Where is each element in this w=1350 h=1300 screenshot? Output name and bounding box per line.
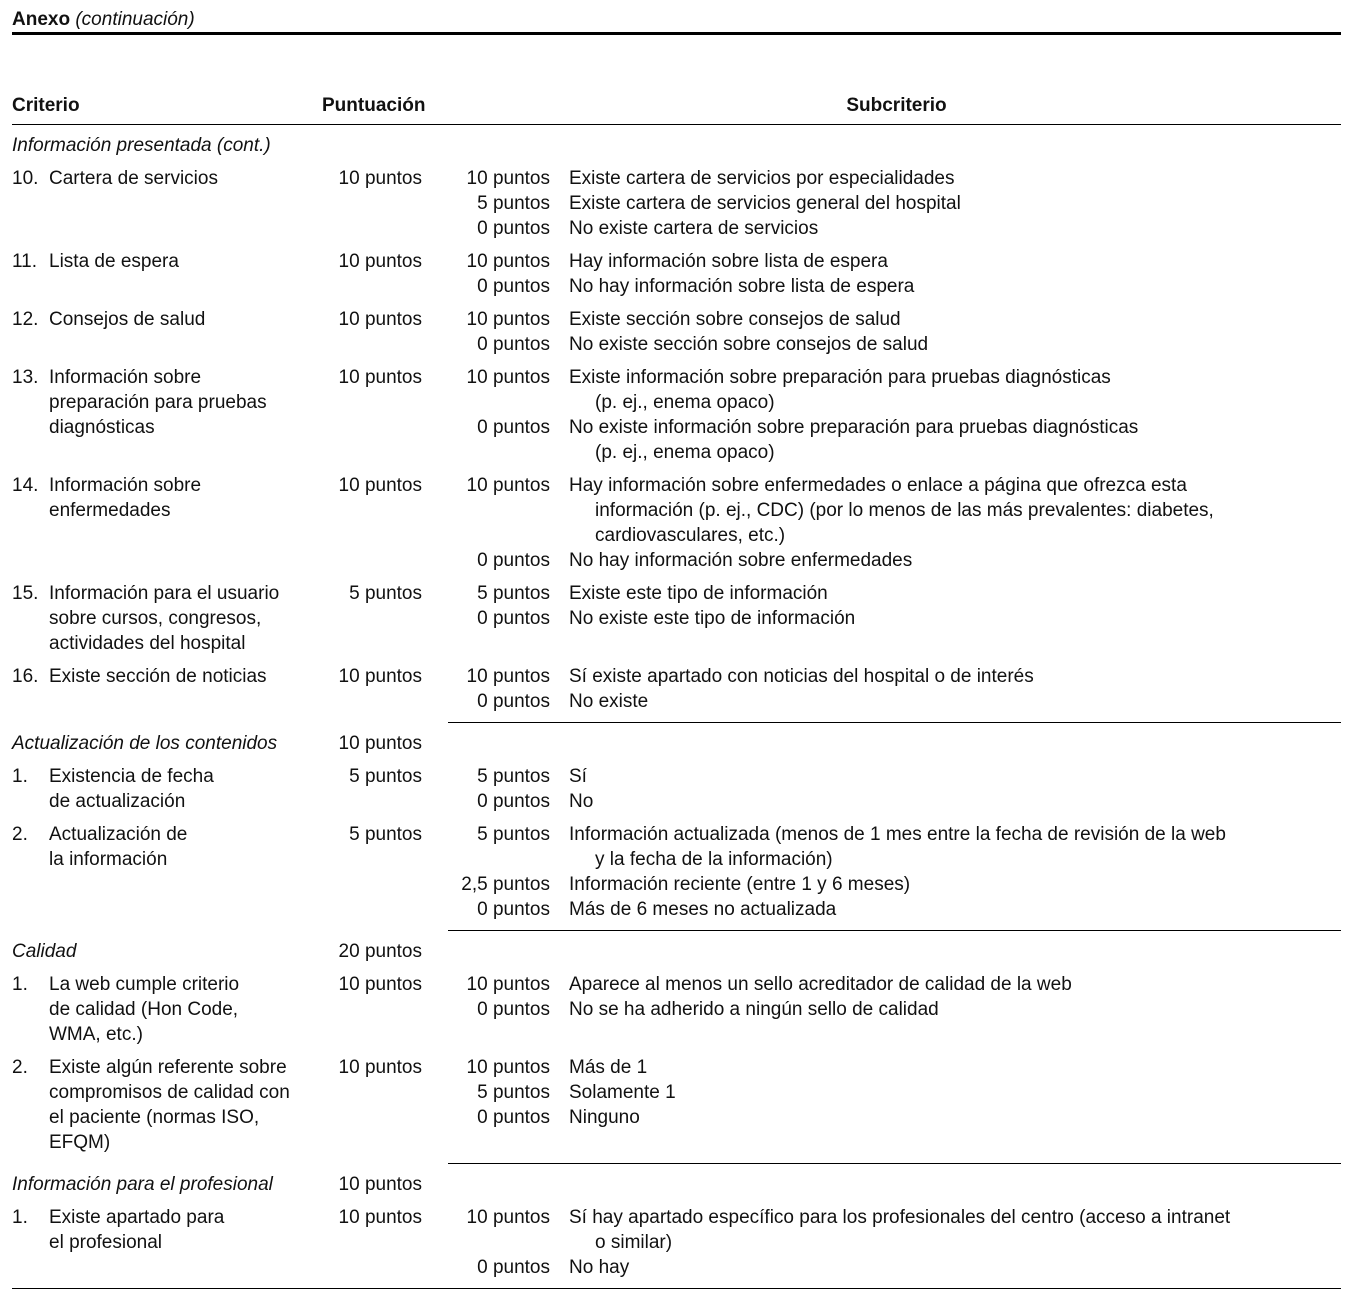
subcriterion-text bbox=[550, 897, 1341, 922]
section-points: 10 puntos bbox=[338, 1174, 422, 1195]
criterion-points: 10 puntos bbox=[338, 367, 422, 388]
subcriterion-points: 10 puntos bbox=[466, 974, 550, 995]
criterion-line: La web cumple criterio bbox=[49, 974, 240, 995]
criterion-text bbox=[49, 249, 179, 299]
subcriterion-line: No existe este tipo de información bbox=[569, 608, 856, 629]
column-header-subcriterio: Subcriterio bbox=[846, 95, 947, 116]
subcriterion bbox=[422, 274, 1341, 299]
subcriterion bbox=[422, 1205, 1341, 1255]
subcriterion-points: 0 puntos bbox=[477, 999, 550, 1020]
criterion-cell bbox=[12, 166, 322, 241]
subcriterion-text bbox=[550, 216, 1341, 241]
subcriterion-points: 0 puntos bbox=[477, 218, 550, 239]
section-points bbox=[322, 133, 422, 158]
subcriterion-points: 2,5 puntos bbox=[461, 874, 550, 895]
criterion-line: Información sobre bbox=[49, 475, 202, 496]
table-row bbox=[12, 1205, 1341, 1288]
subcriterion-points: 10 puntos bbox=[466, 475, 550, 496]
subcriterion-points: 0 puntos bbox=[477, 276, 550, 297]
subcriterion-points: 5 puntos bbox=[477, 824, 550, 845]
subcriterion-text bbox=[550, 1255, 1341, 1280]
criterion-line: WMA, etc.) bbox=[49, 1024, 143, 1045]
subcriterion-line: Existe sección sobre consejos de salud bbox=[569, 309, 901, 330]
subcriterion-line: cardiovasculares, etc.) bbox=[595, 525, 786, 546]
subcriterion-line: No bbox=[569, 791, 594, 812]
criterion-text bbox=[49, 365, 267, 465]
subcriterion bbox=[422, 606, 1341, 631]
column-header-puntuacion: Puntuación bbox=[322, 95, 426, 116]
subcriterion-line: No hay bbox=[569, 1257, 630, 1278]
subcriterion-points: 10 puntos bbox=[466, 309, 550, 330]
criterion-number: 11. bbox=[12, 251, 38, 272]
subcriterion-text bbox=[550, 822, 1341, 872]
criterion-line: Actualización de bbox=[49, 824, 188, 845]
subcriterion bbox=[422, 332, 1341, 357]
section-title-row bbox=[12, 723, 1341, 764]
subcriterion-line: No hay información sobre lista de espera bbox=[569, 276, 915, 297]
criterion-line: enfermedades bbox=[49, 500, 171, 521]
criterion-cell bbox=[12, 473, 322, 573]
table-body bbox=[12, 125, 1341, 1289]
subcriterion-points: 0 puntos bbox=[477, 1107, 550, 1128]
criterion-cell bbox=[12, 365, 322, 465]
criterion-text bbox=[49, 972, 239, 1047]
criterion-line: sobre cursos, congresos, bbox=[49, 608, 262, 629]
subcriterion bbox=[422, 581, 1341, 606]
criterion-points: 5 puntos bbox=[349, 824, 422, 845]
subcriterion-points: 0 puntos bbox=[477, 608, 550, 629]
subcriterion bbox=[422, 1255, 1341, 1280]
criterion-number: 15. bbox=[12, 583, 39, 604]
section-divider bbox=[12, 1288, 1341, 1289]
criterion-line: Existe sección de noticias bbox=[49, 666, 267, 687]
subcriterion bbox=[422, 1080, 1341, 1105]
criterion-points: 10 puntos bbox=[338, 309, 422, 330]
subcriterion-points: 0 puntos bbox=[477, 691, 550, 712]
subcriterion-line: Existe este tipo de información bbox=[569, 583, 828, 604]
section-title: Calidad bbox=[12, 941, 77, 962]
subcriterion-text bbox=[550, 1105, 1341, 1130]
subcriterion bbox=[422, 548, 1341, 573]
criterion-line: el profesional bbox=[49, 1232, 163, 1253]
subcriterion-text bbox=[550, 1055, 1341, 1080]
subcriteria bbox=[422, 307, 1341, 357]
subcriterion-text bbox=[550, 789, 1341, 814]
annex-subtitle: (continuación) bbox=[75, 9, 195, 30]
subcriterion-text bbox=[550, 473, 1341, 548]
subcriterion-text bbox=[550, 548, 1341, 573]
subcriterion-points: 0 puntos bbox=[477, 550, 550, 571]
subcriterion-text bbox=[550, 606, 1341, 631]
table-row bbox=[12, 249, 1341, 307]
criterion-cell bbox=[12, 764, 322, 814]
subcriterion-points: 10 puntos bbox=[466, 168, 550, 189]
subcriterion bbox=[422, 249, 1341, 274]
subcriteria bbox=[422, 1055, 1341, 1155]
table-row bbox=[12, 972, 1341, 1055]
criterion-number: 1. bbox=[12, 766, 28, 787]
criterion-cell bbox=[12, 581, 322, 656]
criterion-number: 2. bbox=[12, 824, 28, 845]
subcriterion-line: Hay información sobre enfermedades o enlace a página que ofrezca esta bbox=[569, 475, 1187, 496]
subcriterion-line: información (p. ej., CDC) (por lo menos de las más prevalentes: diabetes, bbox=[595, 500, 1214, 521]
criterion-line: Existe algún referente sobre bbox=[49, 1057, 287, 1078]
subcriterion-line: No hay información sobre enfermedades bbox=[569, 550, 913, 571]
subcriteria bbox=[422, 764, 1341, 814]
table-row bbox=[12, 764, 1341, 822]
subcriterion-line: Información reciente (entre 1 y 6 meses) bbox=[569, 874, 911, 895]
subcriterion-points: 10 puntos bbox=[466, 666, 550, 687]
subcriterion-points: 5 puntos bbox=[477, 583, 550, 604]
subcriterion bbox=[422, 689, 1341, 714]
subcriterion-line: Aparece al menos un sello acreditador de calidad de la web bbox=[569, 974, 1072, 995]
criterion-line: Existe apartado para bbox=[49, 1207, 225, 1228]
criterion-points: 5 puntos bbox=[349, 766, 422, 787]
subcriterion-text bbox=[550, 872, 1341, 897]
subcriterion-points: 0 puntos bbox=[477, 334, 550, 355]
subcriterion-points: 5 puntos bbox=[477, 1082, 550, 1103]
section-points: 20 puntos bbox=[338, 941, 422, 962]
subcriteria bbox=[422, 972, 1341, 1047]
criterion-text bbox=[49, 664, 267, 714]
criterion-points: 5 puntos bbox=[349, 583, 422, 604]
subcriterion-text bbox=[550, 166, 1341, 191]
subcriterion-line: Existe cartera de servicios por especialidades bbox=[569, 168, 955, 189]
subcriterion bbox=[422, 191, 1341, 216]
criterion-text bbox=[49, 822, 187, 922]
subcriterion-text bbox=[550, 1080, 1341, 1105]
annex-title: Anexo bbox=[12, 9, 71, 30]
subcriterion-line: Solamente 1 bbox=[569, 1082, 676, 1103]
criterion-line: EFQM) bbox=[49, 1132, 111, 1153]
subcriterion bbox=[422, 897, 1341, 922]
subcriterion bbox=[422, 789, 1341, 814]
criterion-cell bbox=[12, 307, 322, 357]
criterion-line: Cartera de servicios bbox=[49, 168, 218, 189]
subcriterion-line: Sí hay apartado específico para los profesionales del centro (acceso a intranet bbox=[569, 1207, 1231, 1228]
subcriterion-text bbox=[550, 332, 1341, 357]
subcriterion-line: Información actualizada (menos de 1 mes entre la fecha de revisión de la web bbox=[569, 824, 1226, 845]
subcriteria bbox=[422, 664, 1341, 714]
subcriteria bbox=[422, 249, 1341, 299]
criterion-text bbox=[49, 1055, 290, 1155]
subcriterion-text bbox=[550, 415, 1341, 465]
criterion-text bbox=[49, 764, 214, 814]
subcriterion-points: 0 puntos bbox=[477, 899, 550, 920]
table-row bbox=[12, 365, 1341, 473]
subcriterion bbox=[422, 972, 1341, 997]
subcriterion-text bbox=[550, 581, 1341, 606]
criterion-number: 1. bbox=[12, 974, 28, 995]
criterion-points: 10 puntos bbox=[338, 1207, 422, 1228]
subcriteria bbox=[422, 581, 1341, 656]
criterion-line: diagnósticas bbox=[49, 417, 155, 438]
subcriterion-line: (p. ej., enema opaco) bbox=[595, 442, 775, 463]
criterion-text bbox=[49, 1205, 224, 1280]
subcriterion-text bbox=[550, 997, 1341, 1022]
subcriterion-points: 5 puntos bbox=[477, 766, 550, 787]
subcriterion-line: No se ha adherido a ningún sello de calidad bbox=[569, 999, 939, 1020]
subcriteria bbox=[422, 822, 1341, 922]
subcriterion-line: o similar) bbox=[595, 1232, 673, 1253]
subcriterion bbox=[422, 997, 1341, 1022]
criterion-line: actividades del hospital bbox=[49, 633, 246, 654]
table-row bbox=[12, 581, 1341, 664]
criterion-text bbox=[49, 307, 205, 357]
column-header-criterio: Criterio bbox=[12, 95, 80, 116]
criterion-line: la información bbox=[49, 849, 168, 870]
criterion-number: 16. bbox=[12, 666, 39, 687]
subcriterion-line: Existe información sobre preparación para pruebas diagnósticas bbox=[569, 367, 1111, 388]
section-title-row bbox=[12, 931, 1341, 972]
subcriterion-points: 10 puntos bbox=[466, 1207, 550, 1228]
subcriterion bbox=[422, 664, 1341, 689]
subcriterion-line: No existe bbox=[569, 691, 649, 712]
criterion-line: el paciente (normas ISO, bbox=[49, 1107, 260, 1128]
table-row bbox=[12, 473, 1341, 581]
subcriterion-points: 5 puntos bbox=[477, 193, 550, 214]
subcriterion-text bbox=[550, 365, 1341, 415]
table-row bbox=[12, 1055, 1341, 1163]
subcriteria bbox=[422, 473, 1341, 573]
subcriterion bbox=[422, 822, 1341, 872]
section-title: Información presentada (cont.) bbox=[12, 135, 271, 156]
subcriterion bbox=[422, 365, 1341, 415]
table-row bbox=[12, 307, 1341, 365]
subcriterion bbox=[422, 166, 1341, 191]
criterion-cell bbox=[12, 972, 322, 1047]
table-header bbox=[12, 91, 1341, 125]
subcriterion-line: Más de 1 bbox=[569, 1057, 648, 1078]
subcriterion-points: 0 puntos bbox=[477, 1257, 550, 1278]
criterion-points: 10 puntos bbox=[338, 974, 422, 995]
criterion-points: 10 puntos bbox=[338, 475, 422, 496]
criterion-line: preparación para pruebas bbox=[49, 392, 267, 413]
subcriterion-text bbox=[550, 191, 1341, 216]
criterion-line: de calidad (Hon Code, bbox=[49, 999, 239, 1020]
section-title: Información para el profesional bbox=[12, 1174, 273, 1195]
criterion-line: Consejos de salud bbox=[49, 309, 206, 330]
table-row bbox=[12, 822, 1341, 930]
criterion-number: 14. bbox=[12, 475, 39, 496]
criterion-number: 2. bbox=[12, 1057, 28, 1078]
subcriterion-line: Existe cartera de servicios general del hospital bbox=[569, 193, 961, 214]
criterion-number: 10. bbox=[12, 168, 39, 189]
subcriterion-line: (p. ej., enema opaco) bbox=[595, 392, 775, 413]
subcriterion bbox=[422, 764, 1341, 789]
subcriterion-text bbox=[550, 274, 1341, 299]
criterion-points: 10 puntos bbox=[338, 168, 422, 189]
criterion-line: Información para el usuario bbox=[49, 583, 280, 604]
subcriterion-line: No existe sección sobre consejos de salud bbox=[569, 334, 929, 355]
subcriterion-points: 10 puntos bbox=[466, 1057, 550, 1078]
criterion-cell bbox=[12, 1055, 322, 1155]
criterion-line: Existencia de fecha bbox=[49, 766, 214, 787]
subcriterion bbox=[422, 473, 1341, 548]
subcriterion-line: Ninguno bbox=[569, 1107, 640, 1128]
section-title-row bbox=[12, 125, 1341, 166]
criterion-text bbox=[49, 581, 279, 656]
subcriterion bbox=[422, 415, 1341, 465]
criterion-cell bbox=[12, 1205, 322, 1280]
subcriterion bbox=[422, 872, 1341, 897]
criterion-cell bbox=[12, 822, 322, 922]
subcriterion-points: 0 puntos bbox=[477, 417, 550, 438]
subcriterion-text bbox=[550, 664, 1341, 689]
subcriterion-points: 10 puntos bbox=[466, 367, 550, 388]
subcriterion-line: No existe información sobre preparación para pruebas diagnósticas bbox=[569, 417, 1139, 438]
criterion-line: Lista de espera bbox=[49, 251, 179, 272]
subcriterion-line: Hay información sobre lista de espera bbox=[569, 251, 888, 272]
section-points: 10 puntos bbox=[338, 733, 422, 754]
annex-header bbox=[12, 0, 1341, 35]
criterion-line: de actualización bbox=[49, 791, 186, 812]
subcriterion bbox=[422, 307, 1341, 332]
subcriteria bbox=[422, 1205, 1341, 1280]
subcriterion bbox=[422, 1105, 1341, 1130]
subcriterion-line: y la fecha de la información) bbox=[595, 849, 833, 870]
subcriterion-points: 10 puntos bbox=[466, 251, 550, 272]
subcriterion-line: Sí bbox=[569, 766, 587, 787]
criterion-cell bbox=[12, 664, 322, 714]
criterion-points: 10 puntos bbox=[338, 1057, 422, 1078]
subcriterion-text bbox=[550, 307, 1341, 332]
criterion-number: 12. bbox=[12, 309, 39, 330]
subcriterion-line: Sí existe apartado con noticias del hospital o de interés bbox=[569, 666, 1034, 687]
criterion-number: 13. bbox=[12, 367, 39, 388]
subcriterion-text bbox=[550, 764, 1341, 789]
criterion-points: 10 puntos bbox=[338, 251, 422, 272]
criterion-points: 10 puntos bbox=[338, 666, 422, 687]
subcriterion-text bbox=[550, 249, 1341, 274]
section-title-row bbox=[12, 1164, 1341, 1205]
table-row bbox=[12, 166, 1341, 249]
subcriterion-text bbox=[550, 689, 1341, 714]
criterion-cell bbox=[12, 249, 322, 299]
criterion-text bbox=[49, 166, 218, 241]
criterion-text bbox=[49, 473, 201, 573]
subcriterion-line: No existe cartera de servicios bbox=[569, 218, 819, 239]
criterion-line: Información sobre bbox=[49, 367, 202, 388]
section-title: Actualización de los contenidos bbox=[12, 733, 278, 754]
subcriteria bbox=[422, 166, 1341, 241]
subcriterion-points: 0 puntos bbox=[477, 791, 550, 812]
subcriterion-line: Más de 6 meses no actualizada bbox=[569, 899, 837, 920]
subcriterion-text bbox=[550, 972, 1341, 997]
subcriterion bbox=[422, 216, 1341, 241]
subcriterion-text bbox=[550, 1205, 1341, 1255]
subcriteria bbox=[422, 365, 1341, 465]
criterion-line: compromisos de calidad con bbox=[49, 1082, 290, 1103]
subcriterion bbox=[422, 1055, 1341, 1080]
criterion-number: 1. bbox=[12, 1207, 28, 1228]
table-row bbox=[12, 664, 1341, 722]
